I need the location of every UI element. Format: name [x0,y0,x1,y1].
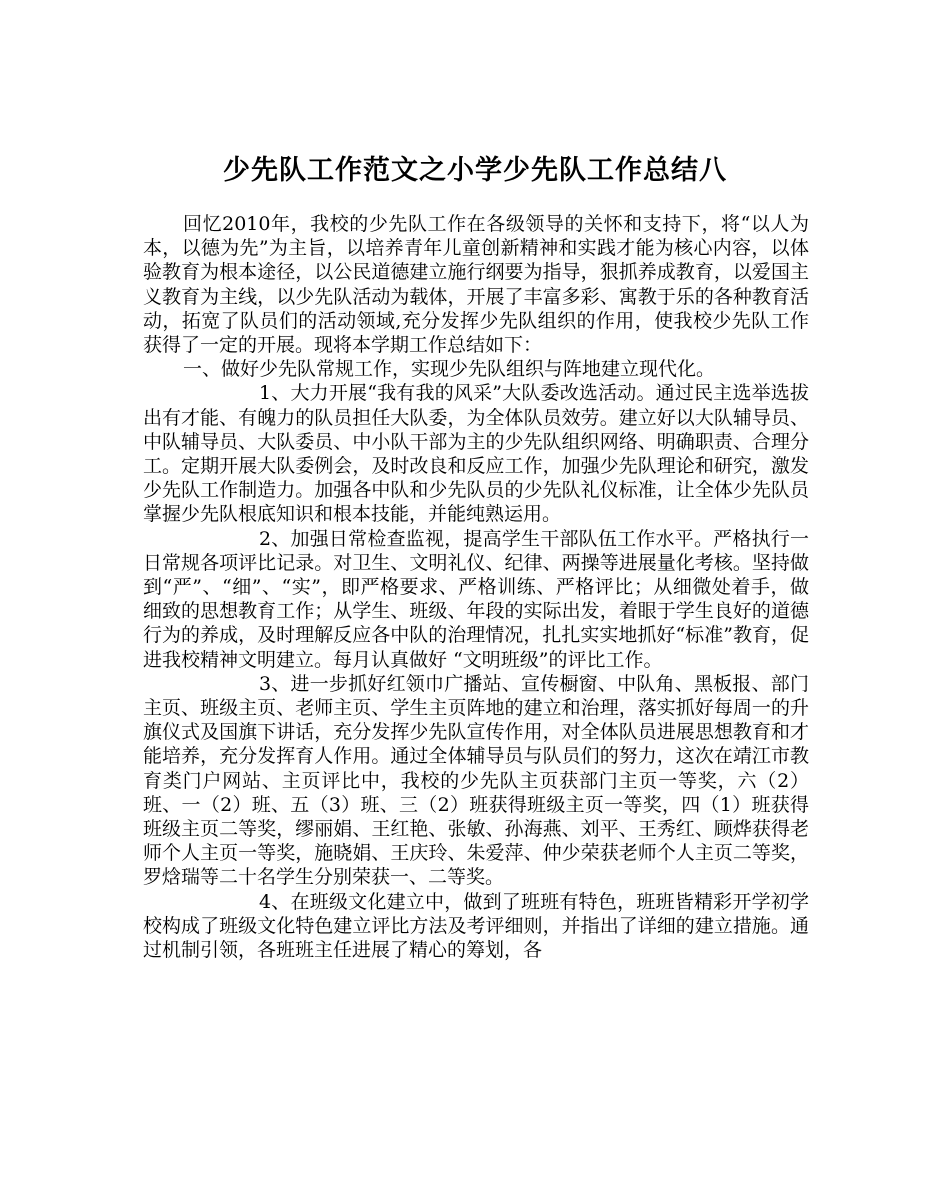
document-title: 少先队工作范文之小学少先队工作总结八 [223,155,727,187]
paragraph-intro: 回忆2010年，我校的少先队工作在各级领导的关怀和支持下，将“以人为本，以德为先”为主旨，以培养青年儿童创新精神和实践才能为核心内容，以体验教育为根本途径，以公民道德建立施行纲要为指导，狠抓养成教育，以爱国主义教育为主线，以少先队活动为载体，开展了丰富多彩、寓教于乐的各种教育活动，拓宽了队员们的活动领域,充分发挥少先队组织的作用，使我校少先队工作获得了一定的开展。现将本学期工作总结如下： [143,213,809,357]
paragraph-item-3: 3、进一步抓好红领巾广播站、宣传橱窗、中队角、黑板报、部门主页、班级主页、老师主页、学生主页阵地的建立和治理，落实抓好每周一的升旗仪式及国旗下讲话，充分发挥少先队宣传作用，对全体队员进展思想教育和才能培养，充分发挥育人作用。通过全体辅导员与队员们的努力，这次在靖江市教育类门户网站、主页评比中，我校的少先队主页获部门主页一等奖，六（2）班、一（2）班、五（3）班、三（2）班获得班级主页一等奖，四（1）班获得班级主页二等奖，缪丽娟、王红艳、张敏、孙海燕、刘平、王秀红、顾烨获得老师个人主页一等奖，施晓娟、王庆玲、朱爱萍、仲少荣获老师个人主页二等奖，罗焓瑞等二十名学生分别荣获一、二等奖。 [143,672,809,889]
paragraph-item-4: 4、在班级文化建立中，做到了班班有特色，班班皆精彩开学初学校构成了班级文化特色建立评比方法及考评细则，并指出了详细的建立措施。通过机制引领，各班班主任进展了精心的筹划，各 [143,890,809,962]
section-heading-1: 一、做好少先队常规工作，实现少先队组织与阵地建立现代化。 [183,358,716,381]
paragraph-item-1: 1、大力开展“我有我的风采”大队委改选活动。通过民主选举选拔出有才能、有魄力的队员担任大队委，为全体队员效劳。建立好以大队辅导员、中队辅导员、大队委员、中小队干部为主的少先队组织网络、明确职责、合理分工。定期开展大队委例会，及时改良和反应工作，加强少先队理论和研究，激发少先队工作制造力。加强各中队和少先队员的少先队礼仪标准，让全体少先队员掌握少先队根底知识和根本技能，并能纯熟运用。 [143,382,809,526]
document-body [143,212,809,962]
paragraph-item-2: 2、加强日常检查监视，提高学生干部队伍工作水平。严格执行一日常规各项评比记录。对卫生、文明礼仪、纪律、两操等进展量化考核。坚持做到“严”、“细”、“实”，即严格要求、严格训练、严格评比；从细微处着手，做细致的思想教育工作；从学生、班级、年段的实际出发，着眼于学生良好的道德行为的养成，及时理解反应各中队的治理情况，扎扎实实地抓好“标准”教育，促进我校精神文明建立。每月认真做好 “文明班级”的评比工作。 [143,527,809,671]
